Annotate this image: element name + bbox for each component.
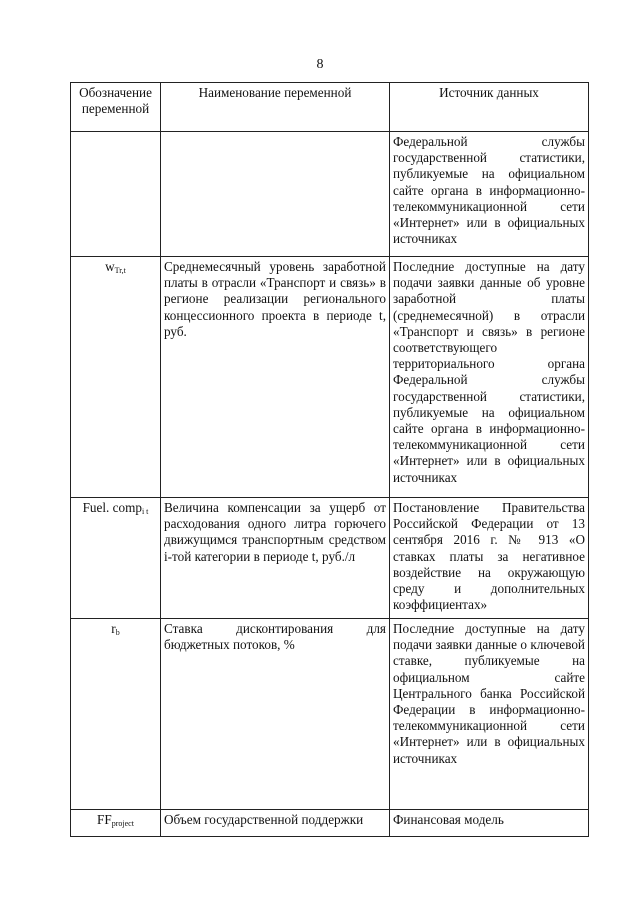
header-variable-symbol: Обозначение переменной	[71, 83, 161, 132]
table-row	[71, 498, 589, 619]
variable-symbol-cell	[71, 810, 161, 837]
variable-symbol: w	[105, 259, 115, 274]
variable-symbol-cell	[71, 257, 161, 498]
variables-table	[70, 82, 589, 837]
variable-symbol-subscript: Tr,t	[114, 266, 126, 275]
variable-name: Ставка дисконтирования для бюджетных потоков, %	[161, 619, 390, 810]
table-row	[71, 810, 589, 837]
data-source: Федеральной службы государственной статистики, публикуемые на официальном сайте органа в информационно-телекоммуникационной сети «Интернет» или в официальных источниках	[390, 132, 589, 257]
variable-symbol: r	[111, 621, 116, 636]
variable-symbol: FF	[97, 812, 112, 827]
variable-name: Величина компенсации за ущерб от расходования одного литра горючего движущимся транспортным средством i-той категории в периоде t, руб./л	[161, 498, 390, 619]
variable-name: Среднемесячный уровень заработной платы в отрасли «Транспорт и связь» в регионе реализации регионального концессионного проекта в периоде t, руб.	[161, 257, 390, 498]
table-row	[71, 132, 589, 257]
variable-symbol-cell	[71, 498, 161, 619]
data-source: Постановление Правительства Российской Федерации от 13 сентября 2016 г. № 913 «О ставках платы за негативное воздействие на окружающую среду и дополнительных коэффициентах»	[390, 498, 589, 619]
table-row	[71, 619, 589, 810]
data-source: Последние доступные на дату подачи заявки данные об уровне заработной платы (среднемесячной) в отрасли «Транспорт и связь» в регионе соответствующего территориального органа Федеральной службы государственной статистики, публикуемые на официальном сайте органа в информационно-телекоммуникационной сети «Интернет» или в официальных источниках	[390, 257, 589, 498]
variable-symbol-cell	[71, 619, 161, 810]
variable-name: Объем государственной поддержки	[161, 810, 390, 837]
variable-symbol-cell	[71, 132, 161, 257]
page-number: 8	[316, 57, 324, 72]
table-row	[71, 257, 589, 498]
header-variable-name: Наименование переменной	[161, 83, 390, 132]
data-source: Последние доступные на дату подачи заявки данные о ключевой ставке, публикуемые на официальном сайте Центрального банка Российской Федерации в информационно-телекоммуникационной сети «Интернет» или в официальных источниках	[390, 619, 589, 810]
variable-symbol-subscript: project	[111, 819, 134, 828]
variable-symbol-subscript: b	[115, 628, 120, 637]
variable-symbol: Fuel. comp	[82, 500, 142, 515]
table-header-row	[71, 83, 589, 132]
data-source: Финансовая модель	[390, 810, 589, 837]
header-data-source: Источник данных	[390, 83, 589, 132]
variable-name	[161, 132, 390, 257]
variable-symbol-subscript: i t	[141, 507, 149, 516]
